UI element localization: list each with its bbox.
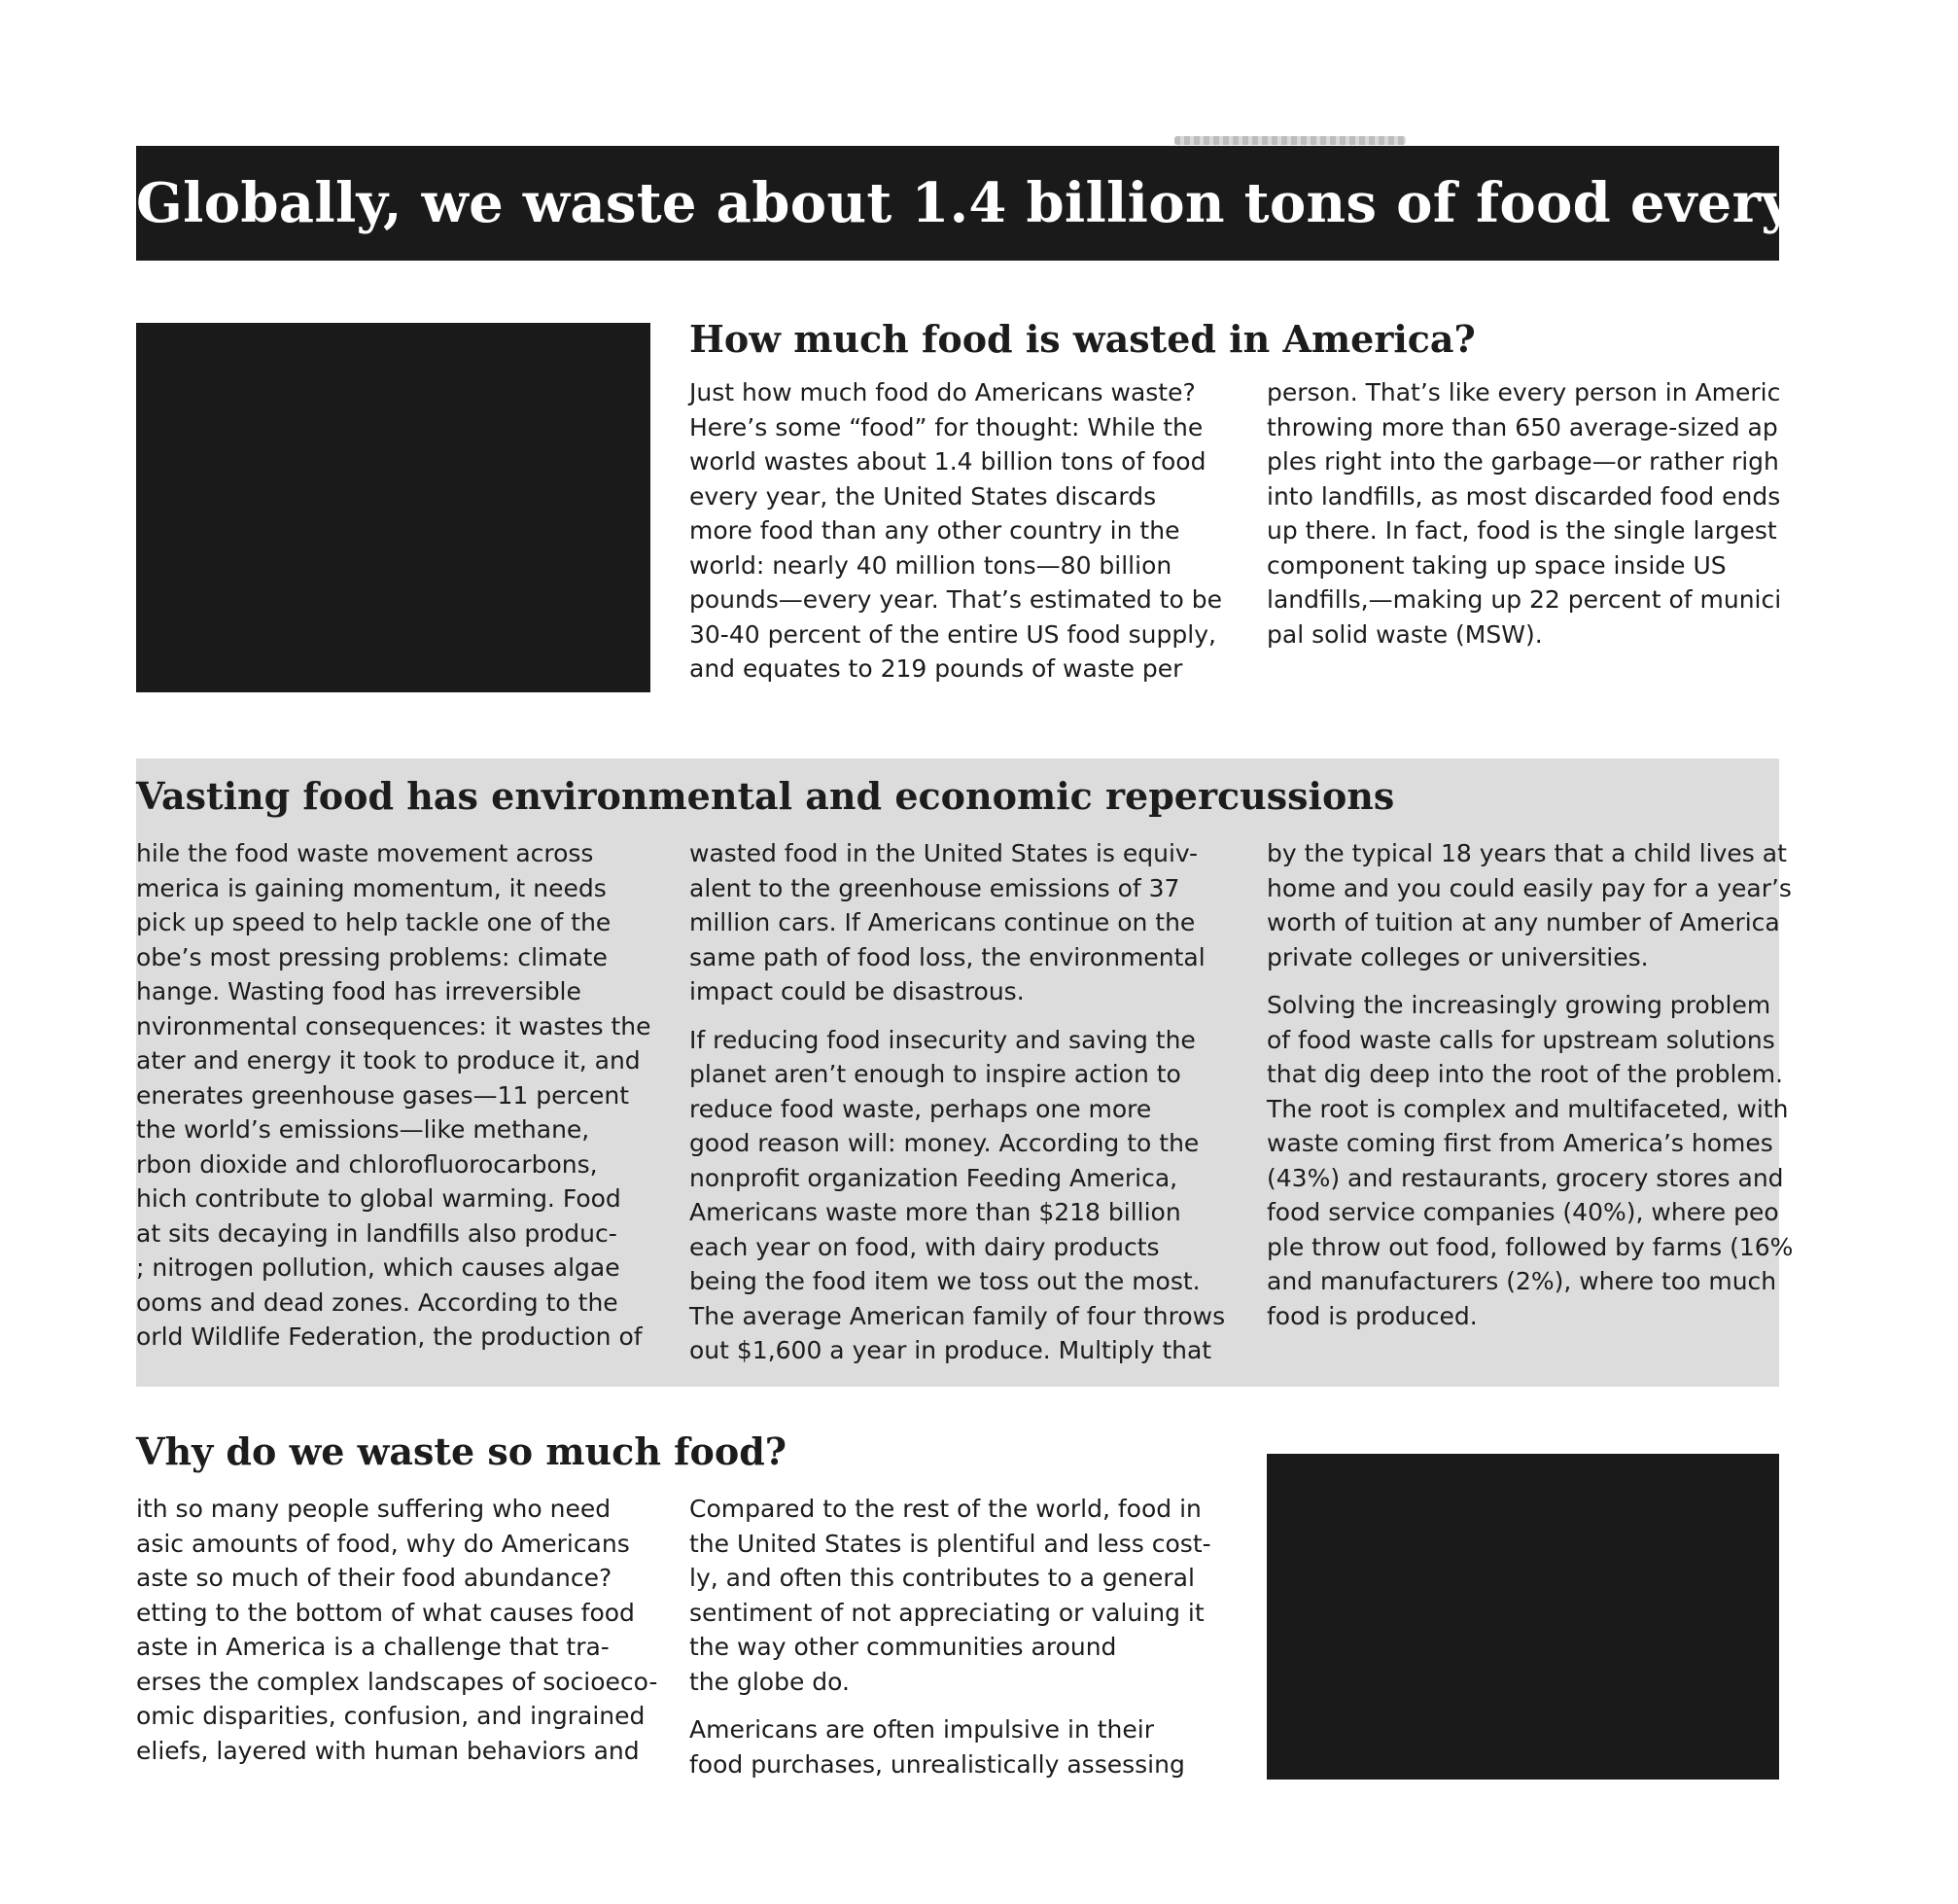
text-line: Americans are often impulsive in their (689, 1715, 1154, 1744)
text-line: alent to the greenhouse emissions of 37 (689, 873, 1180, 902)
text-line: pick up speed to help tackle one of the (136, 908, 612, 936)
text-line: the globe do. (689, 1667, 850, 1696)
text-line: world wastes about 1.4 billion tons of food (689, 447, 1206, 476)
paragraph (689, 1023, 1234, 1368)
text-line: orld Wildlife Federation, the production of (136, 1322, 643, 1351)
text-line: food purchases, unrealistically assessing (689, 1749, 1185, 1779)
text-line: ly, and often this contributes to a general (689, 1564, 1195, 1592)
text-line: enerates greenhouse gases—11 percent (136, 1080, 630, 1110)
headline-banner (136, 146, 1958, 261)
text-line: ples right into the garbage—or rather righ (1267, 447, 1779, 476)
text-line: Solving the increasingly growing problem (1267, 991, 1771, 1019)
section2-column-1 (136, 836, 651, 1381)
text-line: (43%) and restaurants, grocery stores and (1267, 1163, 1784, 1192)
text-line: at sits decaying in landfills also produc- (136, 1218, 617, 1248)
paragraph (689, 1712, 1234, 1781)
text-line: private colleges or universities. (1267, 942, 1649, 971)
text-line: etting to the bottom of what causes food (136, 1598, 635, 1627)
text-line: pal solid waste (MSW). (1267, 619, 1543, 649)
section-heading-why-waste: Vhy do we waste so much food? (136, 1429, 787, 1473)
scroll-handle[interactable] (1174, 136, 1406, 145)
text-line: food service companies (40%), where peo (1267, 1198, 1779, 1226)
text-line: Compared to the rest of the world, food in (689, 1495, 1202, 1523)
text-line: the United States is plentiful and less cost- (689, 1529, 1211, 1558)
paragraph (689, 375, 1234, 687)
text-line: and equates to 219 pounds of waste per (689, 654, 1183, 683)
text-line: hile the food waste movement across (136, 839, 594, 867)
text-line: ooms and dead zones. According to the (136, 1287, 618, 1317)
text-line: pounds—every year. That’s estimated to be (689, 585, 1222, 614)
text-line: ple throw out food, followed by farms (16% (1267, 1232, 1794, 1261)
headline: Globally, we waste about 1.4 billion tons of food every year. (136, 171, 1958, 235)
text-line: merica is gaining momentum, it needs (136, 873, 607, 902)
text-line: each year on food, with dairy products (689, 1232, 1160, 1261)
text-line: Americans waste more than $218 billion (689, 1198, 1181, 1226)
text-line: aste so much of their food abundance? (136, 1564, 612, 1592)
text-line: erses the complex landscapes of socioeco- (136, 1667, 658, 1696)
text-line: throwing more than 650 average-sized ap (1267, 412, 1778, 441)
paragraph (136, 1492, 658, 1768)
text-line: food is produced. (1267, 1301, 1478, 1330)
paragraph (1267, 836, 1792, 974)
text-line: that dig deep into the root of the problem. (1267, 1060, 1784, 1088)
text-line: million cars. If Americans continue on the (689, 908, 1196, 936)
text-line: aste in America is a challenge that tra- (136, 1633, 610, 1661)
paragraph (136, 836, 651, 1355)
text-line: 30-40 percent of the entire US food supply, (689, 619, 1216, 649)
text-line: nonprofit organization Feeding America, (689, 1163, 1178, 1192)
paragraph (1267, 375, 1782, 652)
image-placeholder-bottom (1267, 1454, 1779, 1780)
text-line: every year, the United States discards (689, 481, 1157, 511)
text-line: same path of food loss, the environmental (689, 942, 1206, 971)
section1-column-1 (689, 375, 1234, 696)
environmental-section (136, 758, 1794, 1387)
text-line: landfills,—making up 22 percent of munici (1267, 585, 1782, 614)
text-line: up there. In fact, food is the single largest (1267, 516, 1777, 545)
text-line: ater and energy it took to produce it, and (136, 1046, 641, 1075)
section3-column-1 (136, 1492, 658, 1774)
text-line: waste coming first from America’s homes (1267, 1129, 1773, 1157)
text-line: nvironmental consequences: it wastes the (136, 1011, 651, 1040)
section-heading-wasting-food: Vasting food has environmental and economic repercussions (136, 774, 1395, 818)
text-line: ; nitrogen pollution, which causes algae (136, 1253, 620, 1282)
text-line: world: nearly 40 million tons—80 billion (689, 550, 1172, 580)
paragraph (1267, 988, 1794, 1333)
text-line: ith so many people suffering who need (136, 1495, 612, 1523)
text-line: hich contribute to global warming. Food (136, 1184, 621, 1213)
text-line: of food waste calls for upstream solutions (1267, 1025, 1775, 1054)
text-line: the way other communities around (689, 1633, 1117, 1661)
text-line: by the typical 18 years that a child lives at (1267, 839, 1787, 867)
section2-column-3 (1267, 836, 1794, 1381)
paragraph (689, 836, 1234, 1009)
text-line: and manufacturers (2%), where too much (1267, 1267, 1777, 1295)
section1-column-2 (1267, 375, 1782, 667)
paragraph (689, 1492, 1234, 1699)
text-line: sentiment of not appreciating or valuing it (689, 1598, 1205, 1627)
section3-column-2 (689, 1492, 1234, 1778)
text-line: impact could be disastrous. (689, 977, 1025, 1005)
text-line: eliefs, layered with human behaviors and (136, 1736, 640, 1765)
text-line: into landfills, as most discarded food ends (1267, 481, 1781, 511)
text-line: omic disparities, confusion, and ingrained (136, 1702, 646, 1730)
text-line: worth of tuition at any number of America (1267, 908, 1780, 936)
text-line: the world’s emissions—like methane, (136, 1115, 590, 1144)
text-line: person. That’s like every person in Americ (1267, 378, 1781, 406)
text-line: rbon dioxide and chlorofluorocarbons, (136, 1149, 598, 1179)
text-line: good reason will: money. According to the (689, 1129, 1200, 1157)
text-line: out $1,600 a year in produce. Multiply that (689, 1336, 1212, 1364)
text-line: wasted food in the United States is equiv- (689, 839, 1199, 867)
text-line: hange. Wasting food has irreversible (136, 977, 581, 1005)
text-line: being the food item we toss out the most. (689, 1267, 1201, 1295)
text-line: The average American family of four throws (689, 1301, 1226, 1330)
image-placeholder-top (136, 323, 650, 692)
text-line: more food than any other country in the (689, 516, 1180, 545)
text-line: Just how much food do Americans waste? (689, 378, 1196, 406)
text-line: If reducing food insecurity and saving the (689, 1025, 1196, 1054)
text-line: component taking up space inside US (1267, 550, 1727, 580)
text-line: asic amounts of food, why do Americans (136, 1529, 630, 1558)
text-line: Here’s some “food” for thought: While the (689, 412, 1204, 441)
text-line: The root is complex and multifaceted, with (1267, 1094, 1789, 1123)
text-line: planet aren’t enough to inspire action to (689, 1060, 1181, 1088)
section-heading-how-much: How much food is wasted in America? (689, 317, 1476, 361)
text-line: obe’s most pressing problems: climate (136, 942, 608, 971)
section2-column-2 (689, 836, 1234, 1381)
text-line: home and you could easily pay for a year’s (1267, 873, 1792, 902)
text-line: reduce food waste, perhaps one more (689, 1094, 1152, 1123)
